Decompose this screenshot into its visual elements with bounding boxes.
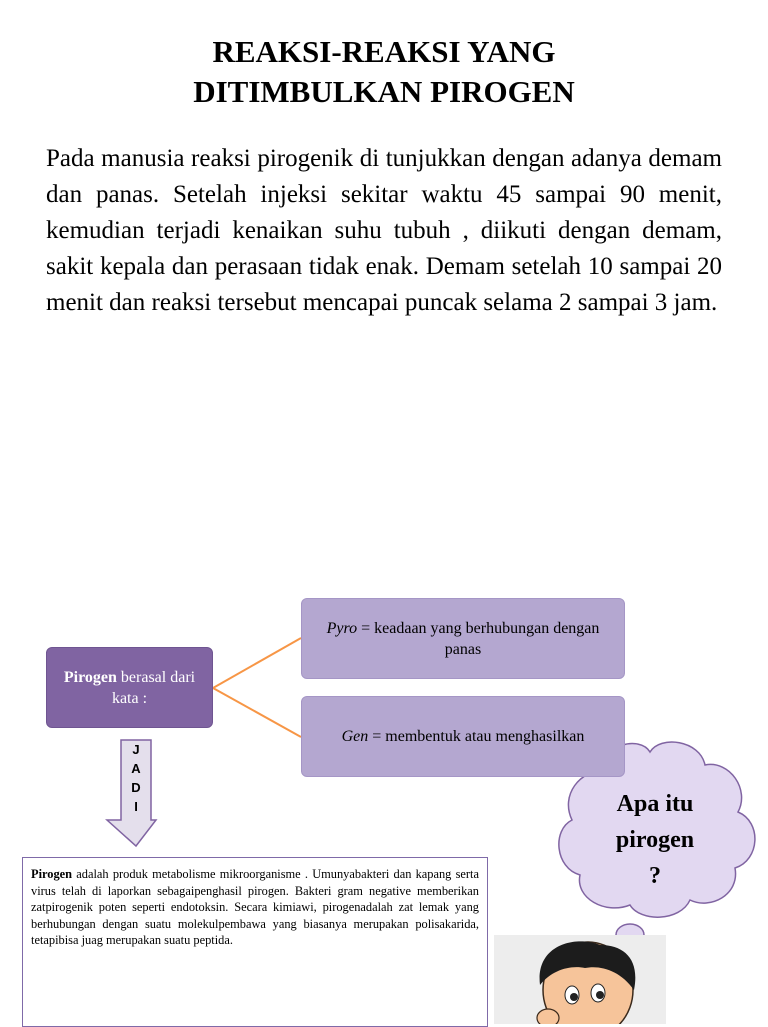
jadi-letter: J xyxy=(132,742,140,757)
pyro-definition-text xyxy=(316,618,610,660)
gen-meaning: = membentuk atau menghasilkan xyxy=(368,728,585,745)
bubble-line-2: pirogen xyxy=(615,827,695,853)
definition-term: Pirogen xyxy=(31,867,73,881)
intro-paragraph: Pada manusia reaksi pirogenik di tunjukkan dengan adanya demam dan panas. Setelah injeksi sekitar waktu 45 sampai 90 menit, kemudian terjadi kenaikan suhu tubuh , diikuti dengan demam, sakit kepala dan perasaan tidak enak. Demam setelah 10 sampai 20 menit dan reaksi tersebut mencapai puncak selama 2 sampai 3 jam. xyxy=(46,145,722,316)
pirogen-origin-term: Pirogen xyxy=(63,668,117,686)
pyro-term: Pyro xyxy=(326,619,358,637)
jadi-letter: D xyxy=(131,780,141,795)
gen-definition-text xyxy=(342,726,585,747)
pirogen-origin-text xyxy=(53,667,206,709)
bubble-line-1: Apa itu xyxy=(616,791,694,817)
connector-line-gen xyxy=(213,688,301,737)
connector-line-pyro xyxy=(213,638,301,688)
title-line-1: REAKSI-REAKSI YANG xyxy=(212,34,556,69)
jadi-label xyxy=(121,740,151,816)
jadi-letter: I xyxy=(134,799,138,814)
pirogen-origin-rest: berasal dari kata : xyxy=(111,668,196,707)
title-line-2: DITIMBULKAN PIROGEN xyxy=(193,74,575,109)
cartoon-child-illustration xyxy=(494,935,666,1024)
page-title xyxy=(0,32,768,112)
pyro-meaning: = keadaan yang berhubungan dengan panas xyxy=(357,619,600,658)
pirogen-origin-box xyxy=(46,647,213,728)
definition-text: adalah produk metabolisme mikroorganisme . Umunyabakteri dan kapang serta virus telah di laporkan sebagaipenghasil pirogen. Bakteri gram negative memberikan zatpirogenik poten seperti endotoksin. Secara kimiawi, pirogenadalah zat lemak yang berhubungan dengan suatu molekulpembawa yang biasanya merupakan polisakarida, tetapibisa juag merupakan suatu peptida. xyxy=(31,867,479,948)
pirogen-definition-paragraph xyxy=(22,857,488,1027)
jadi-letter: A xyxy=(131,761,141,776)
gen-definition-box xyxy=(301,696,625,777)
pyro-definition-box xyxy=(301,598,625,679)
gen-term: Gen xyxy=(341,728,369,745)
thought-bubble-question xyxy=(590,786,720,894)
bubble-line-3: ? xyxy=(649,863,661,889)
